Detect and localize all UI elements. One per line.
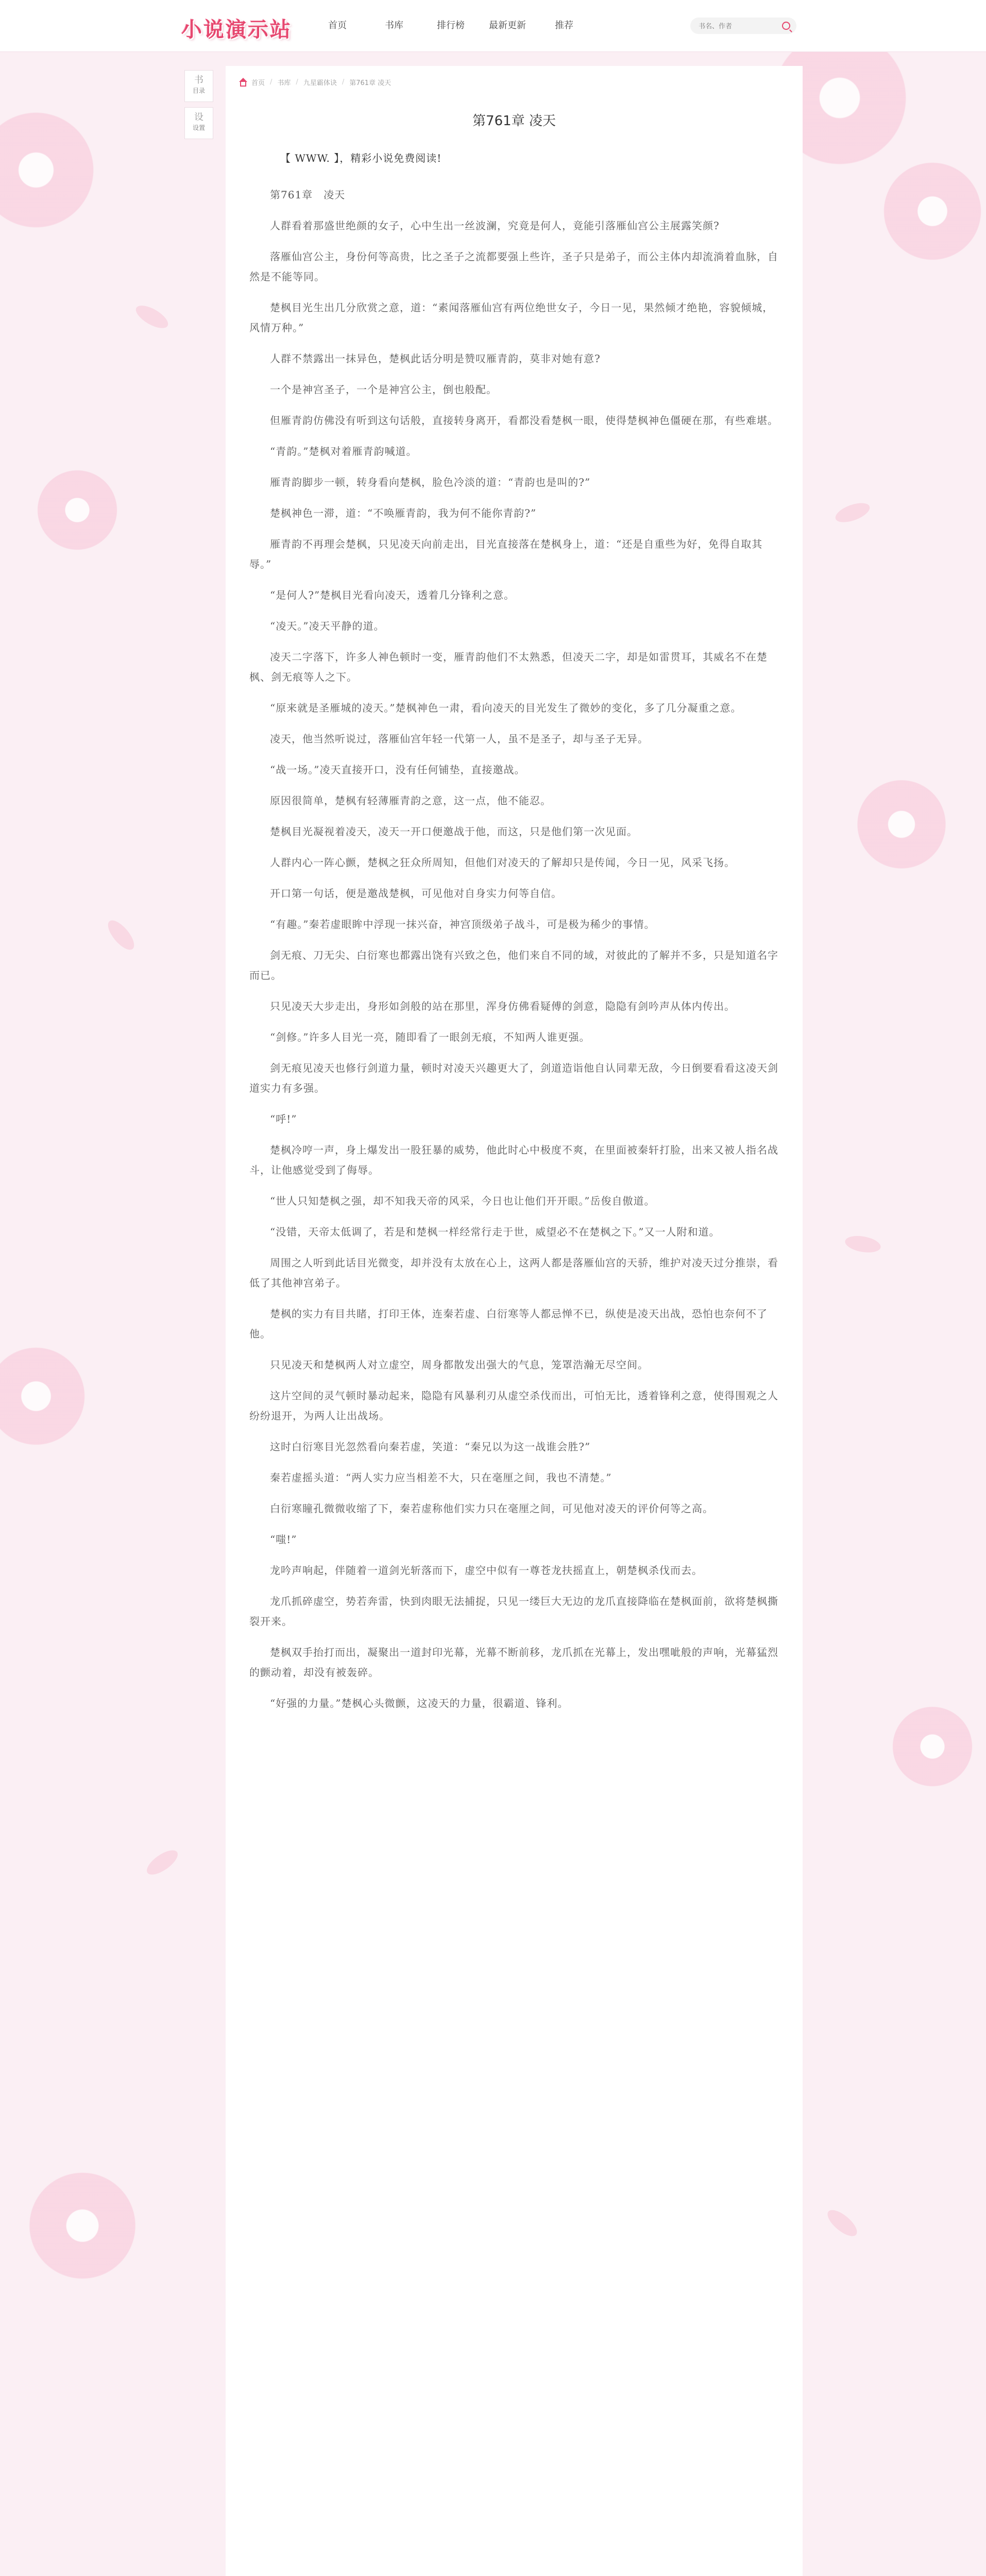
chapter-paragraph: 白衍寒瞳孔微微收缩了下，秦若虚称他们实力只在毫厘之间，可见他对凌天的评价何等之高。 (270, 1502, 713, 1515)
chapter-paragraph: 楚枫冷哼一声，身上爆发出一股狂暴的威势，他此时心中极度不爽，在里面被秦轩打脸，出来又被人指名战斗，让他感觉受到了侮辱。 (249, 1144, 778, 1176)
chapter-paragraph: 只见凌天大步走出，身形如剑般的站在那里，浑身仿佛看疑傅的剑意，隐隐有剑吟声从体内传出。 (270, 1000, 735, 1012)
breadcrumb-separator: / (342, 78, 345, 86)
chapter-paragraph: 开口第一句话，便是邀战楚枫，可见他对自身实力何等自信。 (270, 887, 562, 900)
site-logo[interactable]: 小说演示站 (181, 18, 292, 42)
breadcrumb-separator: / (296, 78, 298, 86)
chapter-paragraph: “嗤!” (270, 1533, 297, 1546)
chapter-paragraph: 第761章 凌天 (270, 189, 346, 201)
breadcrumb-library[interactable]: 书库 (277, 79, 291, 87)
breadcrumb-book[interactable]: 九星霸体诀 (303, 79, 337, 87)
breadcrumb-chapter: 第761章 凌天 (349, 79, 392, 87)
main-nav (309, 0, 592, 52)
breadcrumb-home[interactable]: 首页 (251, 79, 265, 87)
chapter-paragraph: 人群看着那盛世绝颜的女子，心中生出一丝波澜，究竟是何人，竟能引落雁仙宫公主展露笑颜? (270, 219, 720, 232)
chapter-text (249, 148, 779, 1724)
chapter-paragraph: “好强的力量。”楚枫心头微颤，这凌天的力量，很霸道、锋利。 (270, 1697, 569, 1709)
toc-tool-button[interactable] (184, 70, 213, 102)
search-input[interactable] (698, 20, 777, 32)
chapter-paragraph: 只见凌天和楚枫两人对立虚空，周身都散发出强大的气息，笼罩浩瀚无尽空间。 (270, 1359, 649, 1371)
chapter-paragraph: 雁青韵脚步一顿，转身看向楚枫，脸色冷淡的道：“青韵也是叫的?” (270, 476, 591, 488)
chapter-content (226, 66, 803, 2576)
search-icon[interactable] (782, 22, 790, 30)
settings-tool-button[interactable] (184, 107, 213, 139)
chapter-paragraph: 这片空间的灵气顿时暴动起来，隐隐有风暴利刃从虚空杀伐而出，可怕无比，透着锋利之意，使得围观之人纷纷退开，为两人让出战场。 (249, 1389, 778, 1422)
toc-tool-label: 目录 (192, 87, 205, 94)
chapter-paragraph: 落雁仙宫公主，身份何等高贵，比之圣子之流都要强上些许，圣子只是弟子，而公主体内却流淌着血脉，自然是不能等同。 (249, 250, 778, 283)
chapter-title: 第761章 凌天 (472, 113, 556, 129)
chapter-paragraph: 这时白衍寒目光忽然看向秦若虚，笑道：“秦兄以为这一战谁会胜?” (270, 1440, 591, 1453)
chapter-paragraph: 龙吟声响起，伴随着一道剑光斩落而下，虚空中似有一尊苍龙扶摇直上，朝楚枫杀伐而去。 (270, 1564, 703, 1577)
nav-latest[interactable]: 最新更新 (489, 20, 526, 31)
chapter-paragraph: “世人只知楚枫之强，却不知我天帝的风采，今日也让他们开开眼。”岳俊自傲道。 (270, 1195, 655, 1207)
chapter-paragraph: 楚枫目光凝视着凌天，凌天一开口便邀战于他，而这，只是他们第一次见面。 (270, 825, 638, 838)
nav-recommend[interactable]: 推荐 (555, 20, 573, 31)
settings-tool-label: 设置 (192, 124, 205, 131)
chapter-paragraph: 剑无痕见凌天也修行剑道力量，顿时对凌天兴趣更大了，剑道造诣他自认同辈无敌，今日倒要看看这凌天剑道实力有多强。 (249, 1062, 778, 1094)
chapter-paragraph: “呼!” (270, 1113, 297, 1125)
chapter-paragraph: 凌天，他当然听说过，落雁仙宫年轻一代第一人，虽不是圣子，却与圣子无异。 (270, 733, 649, 745)
chapter-paragraph: 剑无痕、刀无尖、白衍寒也都露出饶有兴致之色，他们来自不同的域，对彼此的了解并不多，只是知道名字而已。 (249, 949, 778, 981)
nav-home[interactable]: 首页 (328, 20, 347, 31)
nav-ranking[interactable]: 排行榜 (437, 20, 465, 31)
chapter-paragraph: 周围之人听到此话目光微变，却并没有太放在心上，这两人都是落雁仙宫的天骄，维护对凌天过分推崇，看低了其他神宫弟子。 (249, 1257, 778, 1289)
chapter-paragraph: “青韵。”楚枫对着雁青韵喊道。 (270, 445, 417, 457)
reader-tools (184, 70, 213, 144)
chapter-paragraph: “战一场。”凌天直接开口，没有任何铺垫，直接邀战。 (270, 764, 525, 776)
home-icon[interactable] (238, 78, 248, 87)
chapter-paragraph: 龙爪抓碎虚空，势若奔雷，快到肉眼无法捕捉，只见一缕巨大无边的龙爪直接降临在楚枫面前，欲将楚枫撕裂开来。 (249, 1595, 778, 1628)
book-icon: 书 (194, 75, 203, 86)
chapter-paragraph: “剑修。”许多人目光一亮，随即看了一眼剑无痕，不知两人谁更强。 (270, 1031, 590, 1043)
search-box (690, 18, 796, 34)
breadcrumb (238, 77, 391, 87)
chapter-paragraph: “是何人?”楚枫目光看向凌天，透着几分锋利之意。 (270, 589, 515, 601)
chapter-paragraph: 雁青韵不再理会楚枫，只见凌天向前走出，目光直接落在楚枫身上，道：“还是自重些为好，免得自取其辱。” (249, 538, 763, 570)
chapter-paragraph: 楚枫双手抬打而出，凝聚出一道封印光幕，光幕不断前移，龙爪抓在光幕上，发出嘿呲般的声响，光幕猛烈的颤动着，却没有被轰碎。 (249, 1646, 778, 1679)
chapter-paragraph: 楚枫神色一滞，道：“不唤雁青韵，我为何不能你青韵?” (270, 507, 537, 519)
chapter-paragraph: “凌天。”凌天平静的道。 (270, 620, 385, 632)
chapter-paragraph: 一个是神宫圣子，一个是神宫公主，倒也般配。 (270, 383, 497, 396)
chapter-paragraph: “没错，天帝太低调了，若是和楚枫一样经常行走于世，威望必不在楚枫之下。”又一人附和道。 (270, 1226, 720, 1238)
chapter-paragraph: “原来就是圣雁城的凌天。”楚枫神色一肃，看向凌天的目光发生了微妙的变化，多了几分凝重之意。 (270, 702, 742, 714)
chapter-paragraph: 楚枫的实力有目共睹，打印王体，连秦若虚、白衍寒等人都忌惮不已，纵使是凌天出战，恐怕也奈何不了他。 (249, 1308, 768, 1340)
chapter-paragraph: 楚枫目光生出几分欣赏之意，道：“素闻落雁仙宫有两位绝世女子，今日一见，果然倾才绝艳，容貌倾城，风情万种。” (249, 301, 774, 334)
chapter-paragraph: 人群不禁露出一抹异色，楚枫此话分明是赞叹雁青韵，莫非对她有意? (270, 352, 601, 365)
settings-icon: 设 (194, 112, 203, 123)
chapter-paragraph: 人群内心一阵心颤，楚枫之狂众所周知，但他们对凌天的了解却只是传闻，今日一见，风采飞扬。 (270, 856, 735, 869)
nav-library[interactable]: 书库 (385, 20, 403, 31)
chapter-paragraph: 秦若虚摇头道：“两人实力应当相差不大，只在毫厘之间，我也不清楚。” (270, 1471, 612, 1484)
chapter-paragraph: 原因很简单，楚枫有轻薄雁青韵之意，这一点，他不能忍。 (270, 794, 551, 807)
breadcrumb-separator: / (270, 78, 273, 86)
promo-text: 【 WWW. 】，精彩小说免费阅读! (280, 152, 442, 164)
chapter-paragraph: 但雁青韵仿佛没有听到这句话般，直接转身离开，看都没看楚枫一眼，使得楚枫神色僵硬在那，有些难堪。 (270, 414, 778, 427)
site-header (0, 0, 986, 52)
chapter-paragraph: “有趣。”秦若虚眼眸中浮现一抹兴奋，神宫顶级弟子战斗，可是极为稀少的事情。 (270, 918, 655, 930)
chapter-paragraph: 凌天二字落下，许多人神色顿时一变，雁青韵他们不太熟悉，但凌天二字，却是如雷贯耳，其威名不在楚枫、剑无痕等人之下。 (249, 651, 768, 683)
